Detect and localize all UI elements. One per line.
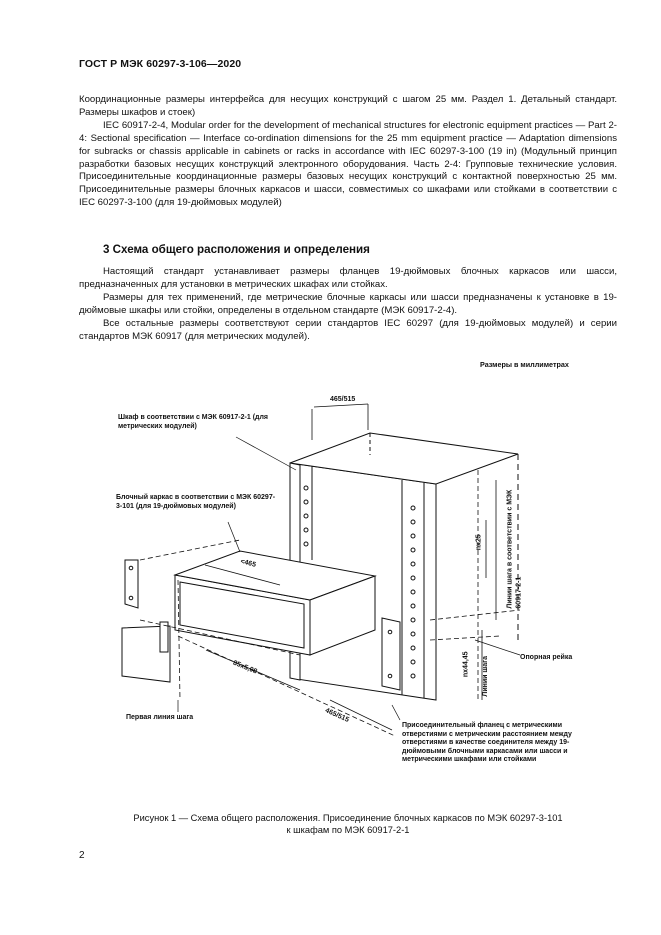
caption-line-1: Рисунок 1 — Схема общего расположения. Присоединение блочных каркасов по МЭК 60297-3-101	[133, 813, 563, 823]
dimension-pitch-label: nx25	[475, 534, 483, 551]
intro-paragraph-2: IEC 60917-2-4, Modular order for the development of mechanical structures for electronic equipment practices — Part 2-4: Sectional specification — Interface co-ordination dimensions for the 25 mm equipment practice — Adaptation dimensions for subracks or chassis applicable in cabinets or racks in accordance with IEC 60297-3-100 (19 in) (Модульный принцип разработки базовых несущих конструкций электронного оборудования. Часть 2-4: Групповые технические условия. Присоединительные координационные размеры базовых несущих конструкций с контактной поверхностью 25 мм. Присоединительные размеры блочных каркасов и шасси, совместимых со шкафами или стойками в соответствии с IEC 60297-3-100 (для 19-дюймовых модулей)	[79, 119, 617, 209]
section-paragraph-2: Размеры для тех применений, где метрические блочные каркасы или шасси предназначены к установке в 19-дюймовые шкафы или стойки, определены в отдельном стандарте (МЭК 60917-2-4).	[79, 291, 617, 316]
dimension-front-label: 465/515	[323, 707, 350, 724]
figure-caption	[79, 812, 617, 836]
left-flange-upper	[125, 560, 138, 608]
units-note: Размеры в миллиметрах	[480, 360, 569, 369]
right-flange	[382, 618, 400, 690]
pitch-lines-label: Линии шага в соответствии с МЭК 60917-2-1	[506, 489, 522, 609]
section-paragraph-1: Настоящий стандарт устанавливает размеры фланцев 19-дюймовых блочных каркасов или шасси, предназначенных для установки в метрических шкафах или стойках.	[79, 266, 617, 290]
intro-paragraph-1: Координационные размеры интерфейса для несущих конструкций с шагом 25 мм. Раздел 1. Детальный стандарт. Размеры шкафов и стоек)	[79, 94, 617, 118]
pitch-line-short-label: Линии шага	[481, 656, 489, 697]
section-heading: 3 Схема общего расположения и определения	[103, 243, 370, 256]
document-header: ГОСТ Р МЭК 60297-3-106—2020	[79, 58, 242, 70]
dimension-flange-label: nx44,45	[462, 651, 470, 678]
first-pitch-line-label: Первая линия шага	[126, 714, 194, 721]
dimension-top-label: 465/515	[330, 396, 356, 403]
page-number: 2	[79, 850, 85, 861]
dimension-depth-label: <465	[239, 558, 257, 569]
cabinet-label: Шкаф в соответствии с МЭК 60917-2-1 (для метрических модулей)	[118, 414, 269, 430]
reference-rail-label: Опорная рейка	[520, 654, 573, 661]
flange-note-label: Присоединительный фланец с метрическими отверстиями с метрическим расстоянием между отверстиями в качестве соединителя между 19-дюймовыми блочными каркасами или шасси и метрическими шкафами или стойками	[402, 722, 572, 764]
subrack-label: Блочный каркас в соответствии с МЭК 60297-3-101 (для 19-дюймовых модулей)	[116, 494, 276, 510]
dimension-width-label: 85x5,08	[231, 659, 259, 676]
caption-line-2: к шкафам по МЭК 60917-2-1	[286, 825, 410, 835]
section-paragraph-3: Все остальные размеры соответствуют серии стандартов IEC 60297 (для 19-дюймовых модулей) и серии стандартов МЭК 60917 (для метрических модулей).	[79, 317, 617, 342]
